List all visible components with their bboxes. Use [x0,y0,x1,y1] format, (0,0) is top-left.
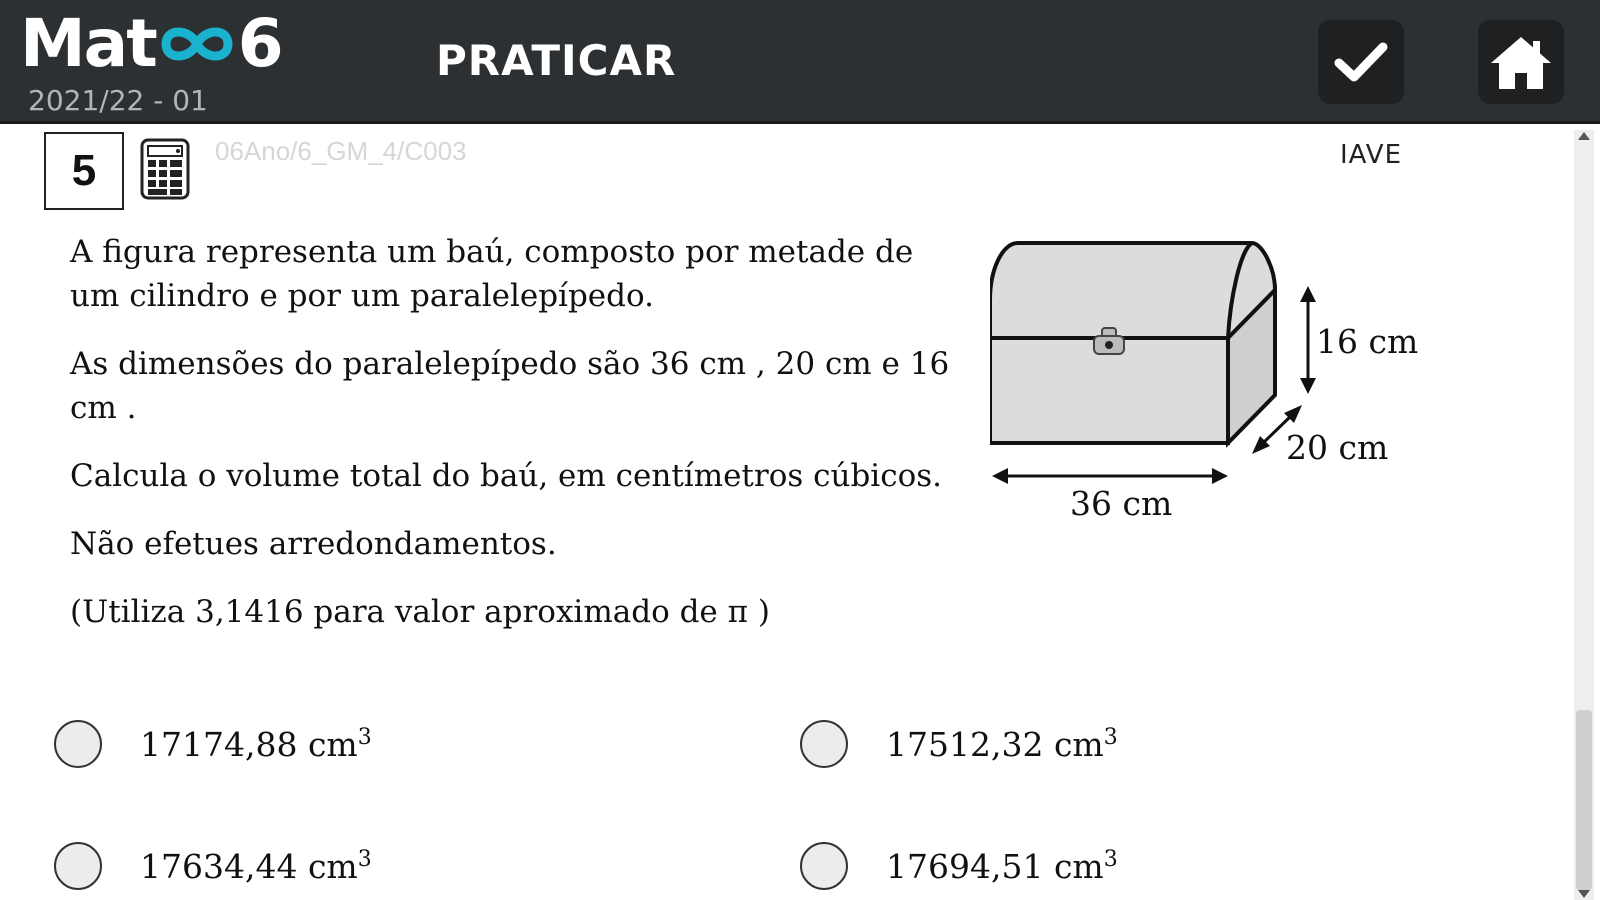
scroll-down-icon[interactable] [1578,890,1590,898]
vertical-scrollbar[interactable] [1574,130,1594,900]
check-icon [1333,39,1389,85]
top-bar [0,0,1600,124]
depth-label: 20 cm [1286,428,1389,467]
radio-button[interactable] [54,720,102,768]
option-label: 17694,51 $cm^3$ [886,846,1118,886]
width-label: 36 cm [1070,484,1173,523]
question-paragraph: (Utiliza 3,1416 para valor aproximado de π ) [70,594,770,630]
radio-button[interactable] [54,842,102,890]
radio-button[interactable] [800,842,848,890]
scroll-up-icon[interactable] [1578,132,1590,140]
question-area [0,130,1566,900]
question-source: IAVE [1340,140,1403,170]
chest-figure [990,230,1430,530]
app-logo [20,4,282,84]
height-label: 16 cm [1316,322,1419,361]
height-arrow [1300,286,1316,394]
answer-option[interactable] [800,842,1118,890]
logo-text-right: 6 [237,5,282,82]
option-label: 17512,32 $cm^3$ [886,724,1118,764]
answer-option[interactable] [800,720,1118,768]
question-paragraph: Não efetues arredondamentos. [70,526,557,562]
logo-text-left: Mat [20,5,156,82]
question-code: 06Ano/6_GM_4/C003 [215,136,467,166]
school-year: 2021/22 - 01 [28,84,208,117]
question-paragraph: As dimensões do paralelepípedo são 36 cm , 20 cm e 16 cm . [70,346,950,426]
question-paragraph: A figura representa um baú, composto por metade de um cilindro e por um paralelepípedo. [70,234,914,314]
calculator-icon [140,138,190,205]
answer-option[interactable] [54,720,372,768]
question-number: 5 [44,132,124,210]
question-text [70,230,950,658]
check-button[interactable] [1318,20,1404,104]
question-paragraph: Calcula o volume total do baú, em centímetros cúbicos. [70,458,943,494]
answer-option[interactable] [54,842,372,890]
infinity-logo-icon [154,19,240,69]
home-button[interactable] [1478,20,1564,104]
radio-button[interactable] [800,720,848,768]
home-icon [1489,33,1553,91]
page-title: PRATICAR [436,36,677,85]
option-label: 17634,44 $cm^3$ [140,846,372,886]
option-label: 17174,88 $cm^3$ [140,724,372,764]
width-arrow [992,468,1228,484]
scroll-thumb[interactable] [1576,710,1592,890]
